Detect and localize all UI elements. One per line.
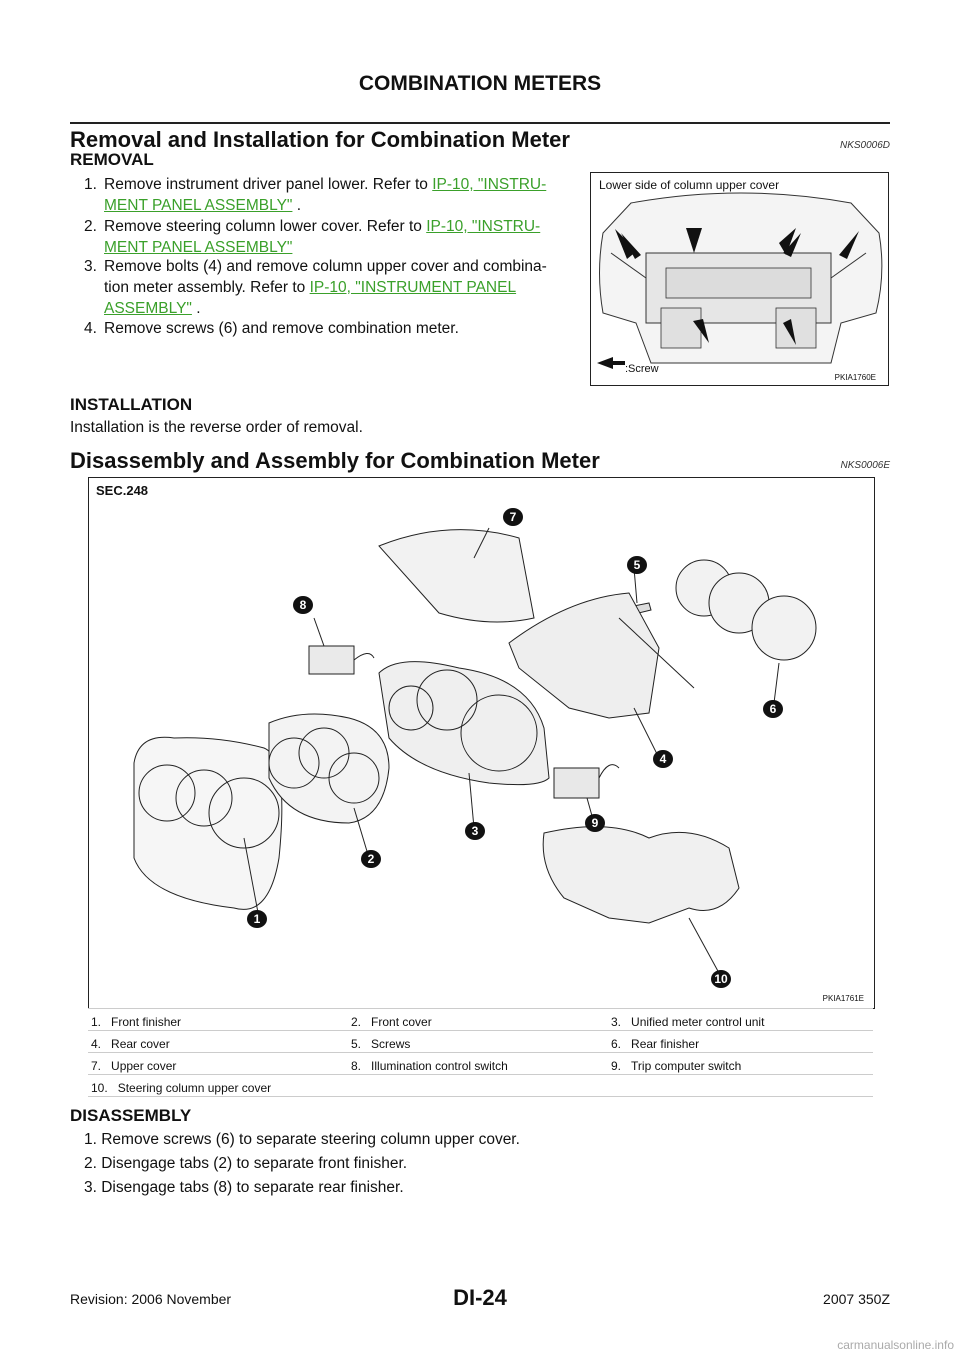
figure-legend: :Screw — [625, 363, 659, 375]
page-title: COMBINATION METERS — [358, 72, 602, 95]
section-title-disassembly: Disassembly and Assembly for Combination Meter — [70, 448, 600, 473]
legend-item-7: 7. Upper cover — [91, 1059, 177, 1073]
link-ip10[interactable]: IP-10, "INSTRU- — [426, 218, 541, 235]
step-tail: . — [292, 197, 302, 214]
legend-item-3: 3. Unified meter control unit — [611, 1015, 765, 1029]
step-number: 1. — [84, 176, 97, 193]
figure-id: PKIA1760E — [834, 373, 876, 382]
link-ip10[interactable]: IP-10, "INSTRUMENT PANEL — [309, 279, 517, 296]
removal-step-2 — [84, 216, 584, 260]
link-ip10-cont[interactable]: MENT PANEL ASSEMBLY" — [104, 197, 293, 214]
column-cover-illustration — [591, 173, 888, 385]
removal-heading: REMOVAL — [70, 150, 154, 169]
figure-exploded-view — [88, 477, 875, 1009]
installation-heading: INSTALLATION — [70, 395, 193, 414]
link-ip10[interactable]: IP-10, "INSTRU- — [432, 176, 547, 193]
link-ip10-cont[interactable]: ASSEMBLY" — [104, 300, 192, 317]
disassembly-step-2: 2. Disengage tabs (2) to separate front finisher. — [84, 1155, 408, 1172]
exploded-illustration — [89, 478, 874, 1008]
callout-10: 10 — [711, 970, 731, 988]
step-tail: . — [191, 300, 201, 317]
step-text: Remove instrument driver panel lower. Refer to — [104, 176, 433, 193]
callout-2: 2 — [361, 850, 381, 868]
header-rule — [70, 122, 890, 124]
callout-4: 4 — [653, 750, 673, 768]
step-number: 2. — [84, 218, 97, 235]
legend-item-2: 2. Front cover — [351, 1015, 432, 1029]
legend-item-10: 10. Steering column upper cover — [91, 1081, 272, 1095]
callout-5: 5 — [627, 556, 647, 574]
step-text: Remove screws (6) and remove combination meter. — [104, 320, 459, 337]
legend-item-9: 9. Trip computer switch — [611, 1059, 742, 1073]
step-text: Remove steering column lower cover. Refer to — [104, 218, 427, 235]
footer-revision: Revision: 2006 November — [70, 1291, 232, 1307]
section-title-removal: Removal and Installation for Combination Meter — [70, 127, 570, 152]
step-text: tion meter assembly. Refer to — [104, 279, 310, 296]
callout-8: 8 — [293, 596, 313, 614]
disassembly-step-1: 1. Remove screws (6) to separate steering column upper cover. — [84, 1131, 520, 1148]
removal-step-3 — [84, 256, 584, 322]
figure-column-cover — [590, 172, 889, 386]
page-number: DI-24 — [453, 1285, 507, 1310]
legend-item-8: 8. Illumination control switch — [351, 1059, 508, 1073]
legend-item-4: 4. Rear cover — [91, 1037, 170, 1051]
step-number: 3. — [84, 258, 97, 275]
callout-6: 6 — [763, 700, 783, 718]
callout-1: 1 — [247, 910, 267, 928]
legend-item-1: 1. Front finisher — [91, 1015, 182, 1029]
legend-item-6: 6. Rear finisher — [611, 1037, 700, 1051]
callout-3: 3 — [465, 822, 485, 840]
figure-caption: Lower side of column upper cover — [599, 178, 780, 192]
step-number: 4. — [84, 320, 97, 337]
callout-9: 9 — [585, 814, 605, 832]
section-code-disassembly: NKS0006E — [840, 460, 890, 471]
watermark: carmanualsonline.info — [837, 1338, 954, 1352]
installation-text: Installation is the reverse order of removal. — [70, 419, 363, 436]
link-ip10-cont[interactable]: MENT PANEL ASSEMBLY" — [104, 239, 293, 256]
legend-item-5: 5. Screws — [351, 1037, 411, 1051]
section-code-removal: NKS0006D — [839, 140, 890, 151]
callout-7: 7 — [503, 508, 523, 526]
disassembly-step-3: 3. Disengage tabs (8) to separate rear finisher. — [84, 1179, 404, 1196]
step-text: Remove bolts (4) and remove column upper cover and combina- — [104, 258, 547, 275]
footer-model: 2007 350Z — [823, 1291, 890, 1307]
parts-legend — [88, 1008, 873, 1098]
removal-step-1 — [84, 174, 584, 218]
removal-step-4 — [84, 318, 584, 340]
figure-id: PKIA1761E — [822, 994, 864, 1003]
figure-sec: SEC.248 — [96, 483, 149, 498]
disassembly-heading: DISASSEMBLY — [70, 1106, 192, 1125]
